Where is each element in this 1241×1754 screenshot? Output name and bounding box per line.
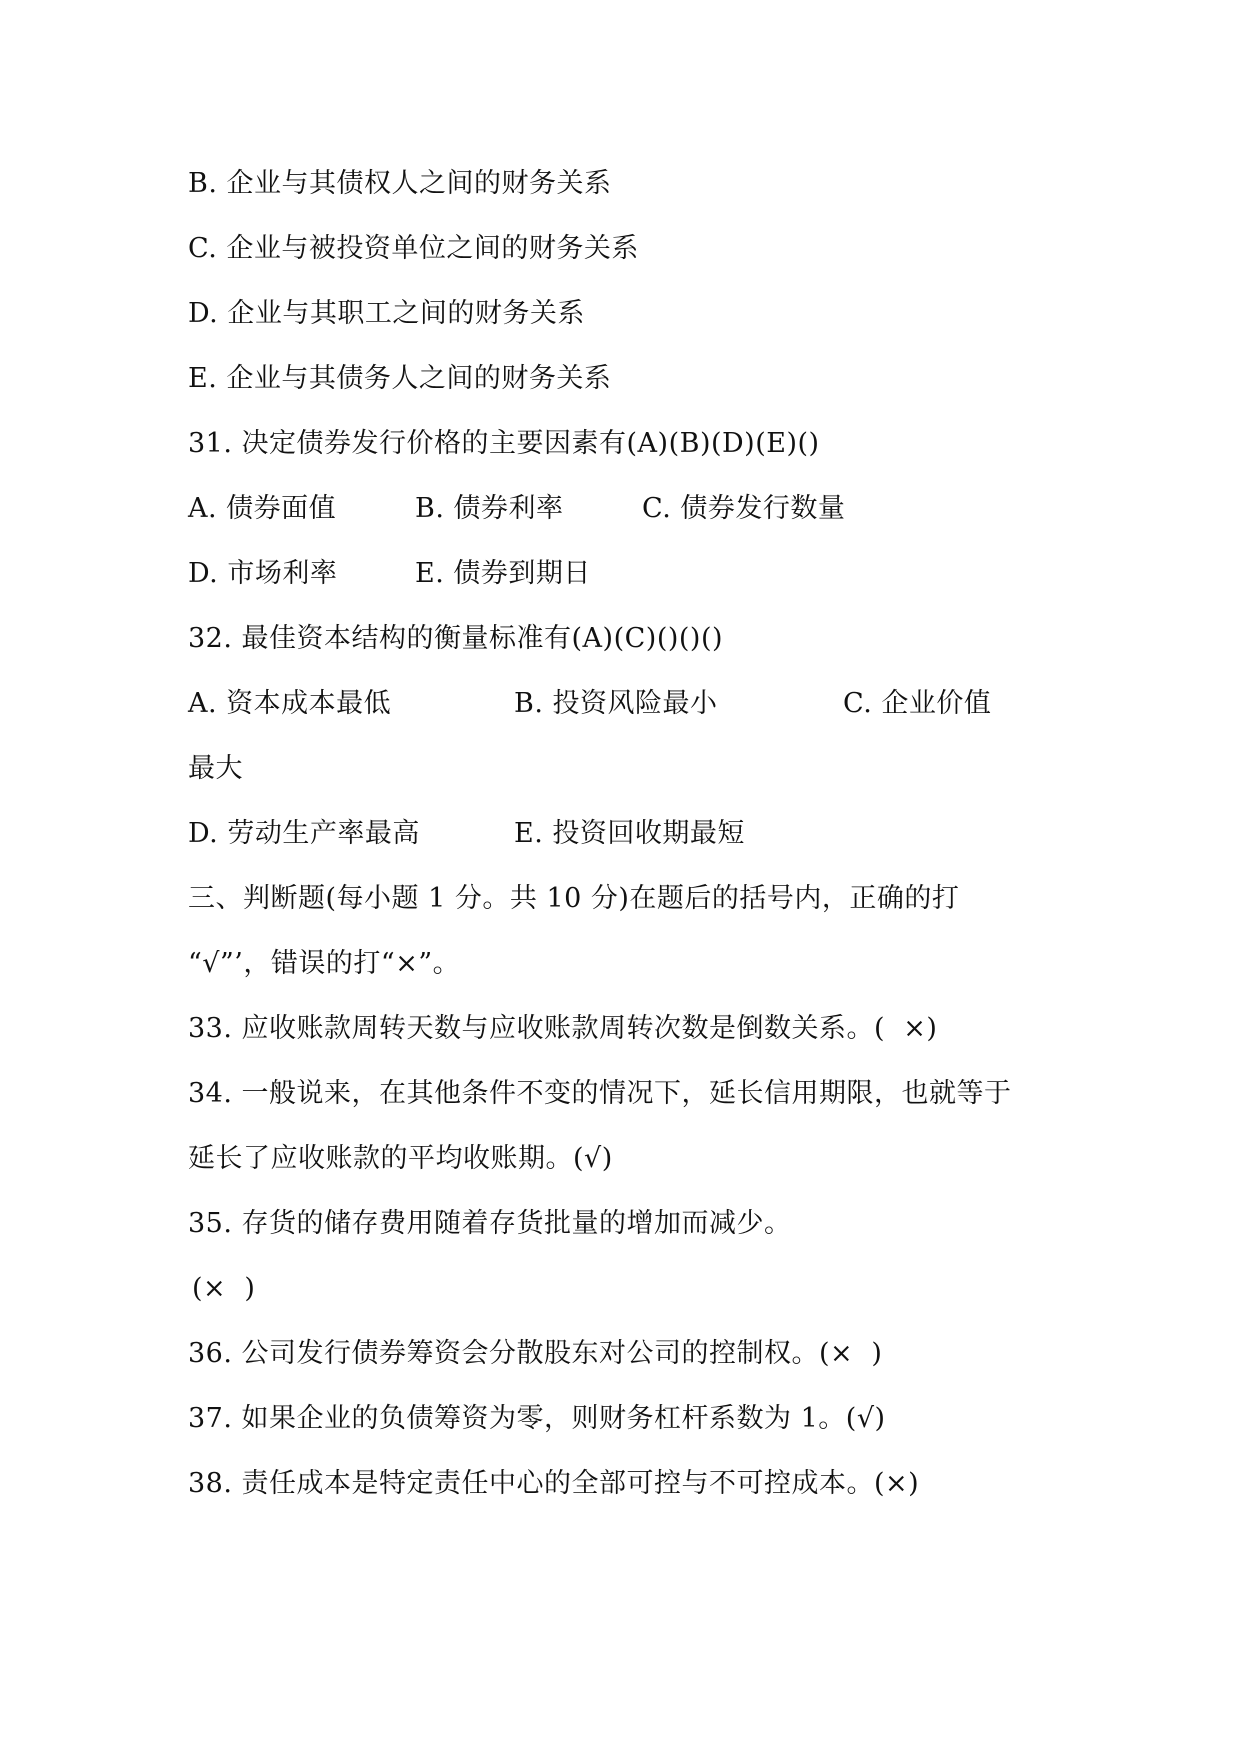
section-3-heading: 三、判断题(每小题 1 分。共 10 分)在题后的括号内，正确的打 [188,883,960,914]
q32-option-d: D. 劳动生产率最高 [188,818,420,849]
question-31-options-row-1 [188,491,1088,527]
q31-option-e: E. 债券到期日 [415,558,591,589]
q32-option-e: E. 投资回收期最短 [514,818,745,849]
section-3-heading-continued: “√”’，错误的打“×”。 [188,948,461,979]
question-31: 31. 决定债券发行价格的主要因素有(A)(B)(D)(E)() [188,428,820,459]
question-35-continued: (× ) [192,1273,256,1304]
question-31-options-row-2 [188,556,1088,592]
question-34: 34. 一般说来，在其他条件不变的情况下，延长信用期限，也就等于 [188,1078,1012,1109]
question-32-options-row-1 [188,686,1088,722]
question-37: 37. 如果企业的负债筹资为零，则财务杠杆系数为 1。(√) [188,1403,886,1434]
question-38: 38. 责任成本是特定责任中心的全部可控与不可控成本。(×) [188,1468,920,1499]
option-b-creditor: B. 企业与其债权人之间的财务关系 [188,168,612,199]
option-d-employee: D. 企业与其职工之间的财务关系 [188,298,585,329]
option-c-investee: C. 企业与被投资单位之间的财务关系 [188,233,639,264]
option-e-debtor: E. 企业与其债务人之间的财务关系 [188,363,612,394]
q32-option-a: A. 资本成本最低 [188,688,392,719]
question-33: 33. 应收账款周转天数与应收账款周转次数是倒数关系。( ×) [188,1013,938,1044]
q31-option-b: B. 债券利率 [415,493,564,524]
q31-option-a: A. 债券面值 [188,493,337,524]
question-32-options-row-2 [188,816,1088,852]
question-34-continued: 延长了应收账款的平均收账期。(√) [188,1143,613,1174]
q31-option-c: C. 债券发行数量 [642,493,846,524]
question-35: 35. 存货的储存费用随着存货批量的增加而减少。 [188,1208,792,1239]
question-32: 32. 最佳资本结构的衡量标准有(A)(C)()()() [188,623,724,654]
q32-option-c: C. 企业价值 [843,688,992,719]
question-36: 36. 公司发行债券筹资会分散股东对公司的控制权。(× ) [188,1338,883,1369]
q32-option-b: B. 投资风险最小 [514,688,718,719]
q32-option-c-continued: 最大 [188,753,243,784]
q31-option-d: D. 市场利率 [188,558,338,589]
